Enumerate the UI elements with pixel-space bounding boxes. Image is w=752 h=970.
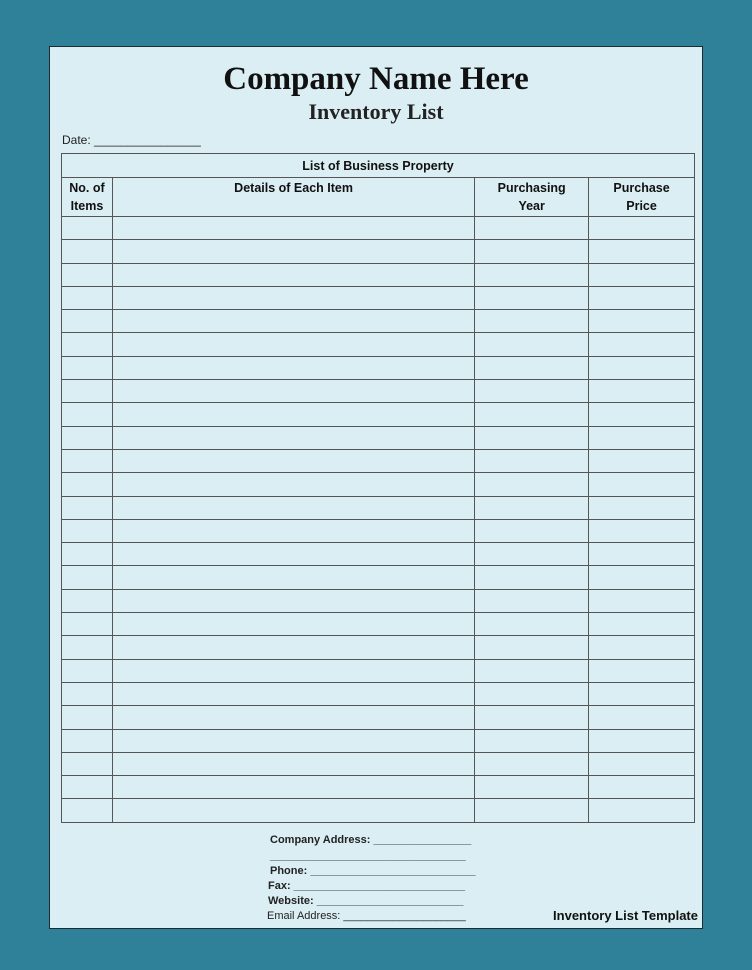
cell-price[interactable] [589, 473, 695, 496]
cell-items[interactable] [62, 776, 113, 799]
table-row [62, 310, 695, 333]
cell-items[interactable] [62, 659, 113, 682]
cell-price[interactable] [589, 589, 695, 612]
cell-year[interactable] [475, 589, 589, 612]
date-field[interactable]: Date: ________________ [62, 133, 201, 147]
cell-year[interactable] [475, 473, 589, 496]
table-row [62, 240, 695, 263]
table-row [62, 776, 695, 799]
cell-details[interactable] [112, 706, 474, 729]
cell-items[interactable] [62, 240, 113, 263]
cell-year[interactable] [475, 240, 589, 263]
inventory-table [61, 153, 695, 823]
cell-year[interactable] [475, 566, 589, 589]
cell-items[interactable] [62, 310, 113, 333]
cell-items[interactable] [62, 380, 113, 403]
table-row [62, 799, 695, 822]
company-address-field[interactable]: Company Address: ________________ [270, 834, 472, 846]
cell-price[interactable] [589, 403, 695, 426]
cell-items[interactable] [62, 682, 113, 705]
table-row [62, 636, 695, 659]
cell-items[interactable] [62, 799, 113, 822]
column-header-items: No. of Items [62, 178, 113, 217]
cell-price[interactable] [589, 426, 695, 449]
column-header-year: Purchasing Year [475, 178, 589, 217]
cell-items[interactable] [62, 449, 113, 472]
form-title: Inventory List [308, 99, 444, 124]
cell-price[interactable] [589, 286, 695, 309]
cell-details[interactable] [112, 449, 474, 472]
cell-year[interactable] [475, 286, 589, 309]
column-header-price: Purchase Price [589, 178, 695, 217]
cell-items[interactable] [62, 426, 113, 449]
table-row [62, 426, 695, 449]
cell-year[interactable] [475, 706, 589, 729]
cell-year[interactable] [475, 496, 589, 519]
template-label: Inventory List Template [553, 908, 698, 923]
cell-items[interactable] [62, 752, 113, 775]
table-row [62, 333, 695, 356]
cell-year[interactable] [475, 636, 589, 659]
table-caption: List of Business Property [62, 154, 695, 178]
cell-price[interactable] [589, 240, 695, 263]
cell-price[interactable] [589, 729, 695, 752]
cell-details[interactable] [112, 613, 474, 636]
cell-details[interactable] [112, 729, 474, 752]
table-row [62, 659, 695, 682]
cell-items[interactable] [62, 496, 113, 519]
table-row [62, 706, 695, 729]
cell-year[interactable] [475, 310, 589, 333]
cell-details[interactable] [112, 403, 474, 426]
cell-year[interactable] [475, 543, 589, 566]
cell-year[interactable] [475, 776, 589, 799]
inventory-form-page [49, 46, 703, 929]
cell-price[interactable] [589, 566, 695, 589]
company-address-line2[interactable]: ________________________________ [270, 850, 466, 862]
cell-year[interactable] [475, 403, 589, 426]
website-field[interactable]: Website: ________________________ [268, 895, 464, 907]
cell-year[interactable] [475, 426, 589, 449]
cell-items[interactable] [62, 729, 113, 752]
cell-details[interactable] [112, 799, 474, 822]
table-row [62, 682, 695, 705]
cell-items[interactable] [62, 706, 113, 729]
cell-price[interactable] [589, 217, 695, 240]
cell-year[interactable] [475, 333, 589, 356]
cell-year[interactable] [475, 217, 589, 240]
cell-details[interactable] [112, 659, 474, 682]
table-row [62, 286, 695, 309]
cell-details[interactable] [112, 240, 474, 263]
cell-year[interactable] [475, 613, 589, 636]
cell-price[interactable] [589, 752, 695, 775]
cell-price[interactable] [589, 706, 695, 729]
cell-year[interactable] [475, 799, 589, 822]
cell-price[interactable] [589, 613, 695, 636]
cell-items[interactable] [62, 636, 113, 659]
cell-details[interactable] [112, 543, 474, 566]
company-name: Company Name Here [223, 61, 529, 97]
cell-details[interactable] [112, 380, 474, 403]
cell-price[interactable] [589, 636, 695, 659]
cell-items[interactable] [62, 613, 113, 636]
cell-items[interactable] [62, 263, 113, 286]
cell-details[interactable] [112, 589, 474, 612]
cell-details[interactable] [112, 682, 474, 705]
cell-details[interactable] [112, 636, 474, 659]
table-row [62, 729, 695, 752]
cell-price[interactable] [589, 799, 695, 822]
cell-items[interactable] [62, 333, 113, 356]
cell-items[interactable] [62, 403, 113, 426]
table-row [62, 589, 695, 612]
table-row [62, 752, 695, 775]
cell-price[interactable] [589, 496, 695, 519]
table-row [62, 449, 695, 472]
cell-year[interactable] [475, 263, 589, 286]
cell-price[interactable] [589, 449, 695, 472]
cell-price[interactable] [589, 659, 695, 682]
cell-details[interactable] [112, 473, 474, 496]
cell-price[interactable] [589, 380, 695, 403]
table-row [62, 613, 695, 636]
cell-year[interactable] [475, 682, 589, 705]
table-row [62, 263, 695, 286]
cell-price[interactable] [589, 333, 695, 356]
cell-price[interactable] [589, 310, 695, 333]
cell-details[interactable] [112, 566, 474, 589]
cell-price[interactable] [589, 543, 695, 566]
cell-details[interactable] [112, 286, 474, 309]
cell-price[interactable] [589, 263, 695, 286]
email-field[interactable]: Email Address: ____________________ [267, 910, 466, 922]
cell-price[interactable] [589, 776, 695, 799]
table-row [62, 380, 695, 403]
fax-field[interactable]: Fax: ____________________________ [268, 880, 465, 892]
table-row [62, 566, 695, 589]
table-row [62, 356, 695, 379]
cell-year[interactable] [475, 752, 589, 775]
cell-items[interactable] [62, 519, 113, 542]
cell-details[interactable] [112, 217, 474, 240]
table-row [62, 473, 695, 496]
cell-items[interactable] [62, 566, 113, 589]
cell-year[interactable] [475, 356, 589, 379]
cell-details[interactable] [112, 752, 474, 775]
cell-price[interactable] [589, 356, 695, 379]
column-header-details: Details of Each Item [112, 178, 474, 217]
cell-items[interactable] [62, 217, 113, 240]
cell-details[interactable] [112, 310, 474, 333]
cell-details[interactable] [112, 356, 474, 379]
cell-year[interactable] [475, 659, 589, 682]
table-row [62, 519, 695, 542]
table-row [62, 496, 695, 519]
table-row [62, 217, 695, 240]
cell-price[interactable] [589, 682, 695, 705]
cell-details[interactable] [112, 519, 474, 542]
table-row [62, 543, 695, 566]
table-row [62, 403, 695, 426]
cell-items[interactable] [62, 356, 113, 379]
cell-items[interactable] [62, 543, 113, 566]
cell-details[interactable] [112, 426, 474, 449]
cell-details[interactable] [112, 333, 474, 356]
cell-year[interactable] [475, 519, 589, 542]
phone-field[interactable]: Phone: ___________________________ [270, 865, 476, 877]
cell-price[interactable] [589, 519, 695, 542]
cell-items[interactable] [62, 589, 113, 612]
cell-items[interactable] [62, 286, 113, 309]
cell-details[interactable] [112, 496, 474, 519]
cell-year[interactable] [475, 449, 589, 472]
cell-details[interactable] [112, 776, 474, 799]
cell-year[interactable] [475, 729, 589, 752]
cell-items[interactable] [62, 473, 113, 496]
cell-year[interactable] [475, 380, 589, 403]
cell-details[interactable] [112, 263, 474, 286]
